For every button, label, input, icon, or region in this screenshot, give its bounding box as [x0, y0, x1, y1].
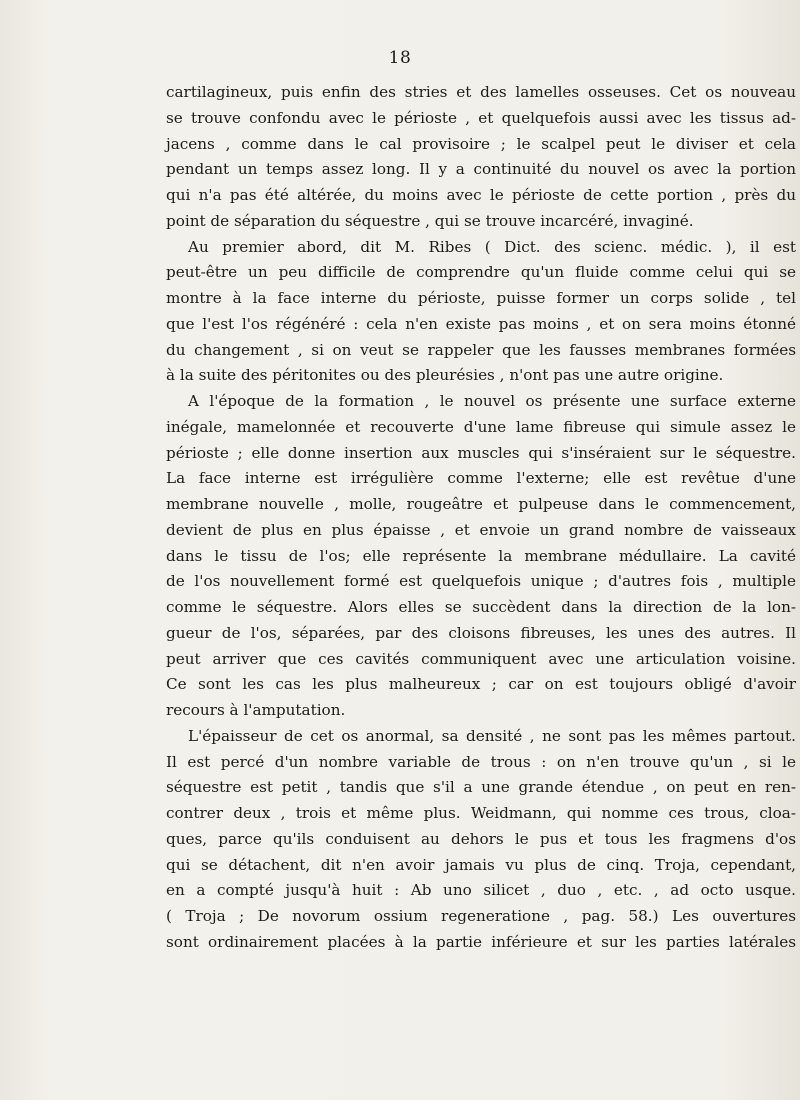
text-line: L'épaisseur de cet os anormal, sa densité , ne sont pas les mêmes partout. — [188, 726, 796, 745]
text-line: point de séparation du séquestre , qui se trouve incarcéré, invaginé. — [166, 211, 694, 230]
text-line: La face interne est irrégulière comme l'externe; elle est revêtue d'une — [166, 469, 796, 488]
text-line: qui n'a pas été altérée, du moins avec le périoste de cette portion , près du — [166, 186, 796, 204]
text-line: gueur de l'os, séparées, par des cloisons fibreuses, les unes des autres. Il — [166, 623, 796, 642]
text-line: qui se détachent, dit n'en avoir jamais vu plus de cinq. Troja, cependant, — [166, 855, 796, 874]
page-number: 18 — [388, 48, 412, 68]
text-line: dans le tissu de l'os; elle représente la membrane médullaire. La cavité — [166, 546, 796, 565]
body-text — [166, 80, 796, 956]
text-line: contrer deux , trois et même plus. Weidmann, qui nomme ces trous, cloa- — [166, 804, 796, 822]
text-line: pendant un temps assez long. Il y a continuité du nouvel os avec la portion — [166, 160, 796, 179]
text-line: que l'est l'os régénéré : cela n'en existe pas moins , et on sera moins étonné — [166, 314, 796, 333]
text-line: se trouve confondu avec le périoste , et quelquefois aussi avec les tissus ad- — [166, 108, 796, 127]
text-line: devient de plus en plus épaisse , et envoie un grand nombre de vaisseaux — [166, 520, 796, 539]
text-line: sont ordinairement placées à la partie inférieure et sur les parties latérales — [166, 932, 796, 951]
text-line: A l'époque de la formation , le nouvel os présente une surface externe — [188, 392, 796, 410]
text-line: du changement , si on veut se rappeler que les fausses membranes formées — [166, 340, 796, 359]
text-line: Il est percé d'un nombre variable de trous : on n'en trouve qu'un , si le — [166, 752, 796, 771]
text-line: jacens , comme dans le cal provisoire ; le scalpel peut le diviser et cela — [166, 134, 796, 153]
text-line: périoste ; elle donne insertion aux muscles qui s'inséraient sur le séquestre. — [166, 443, 796, 462]
text-line: Ce sont les cas les plus malheureux ; car on est toujours obligé d'avoir — [166, 675, 796, 694]
text-line: peut-être un peu difficile de comprendre qu'un fluide comme celui qui se — [166, 263, 796, 282]
text-line: recours à l'amputation. — [166, 701, 346, 719]
text-line: Au premier abord, dit M. Ribes ( Dict. des scienc. médic. ), il est — [188, 237, 796, 256]
text-line: inégale, mamelonnée et recouverte d'une lame fibreuse qui simule assez le — [166, 417, 796, 436]
text-line: comme le séquestre. Alors elles se succèdent dans la direction de la lon- — [166, 598, 796, 616]
text-line: ques, parce qu'ils conduisent au dehors le pus et tous les fragmens d'os — [166, 829, 796, 848]
text-line: de l'os nouvellement formé est quelquefois unique ; d'autres fois , multiple — [166, 572, 796, 591]
text-line: peut arriver que ces cavités communiquent avec une articulation voisine. — [166, 649, 796, 668]
text-line: ( Troja ; De novorum ossium regeneratione , pag. 58.) Les ouvertures — [166, 907, 796, 925]
text-line: à la suite des péritonites ou des pleurésies , n'ont pas une autre origine. — [166, 366, 724, 385]
text-line: séquestre est petit , tandis que s'il a une grande étendue , on peut en ren- — [166, 778, 796, 797]
text-line: membrane nouvelle , molle, rougeâtre et pulpeuse dans le commencement, — [166, 495, 796, 513]
text-line: montre à la face interne du périoste, puisse former un corps solide , tel — [166, 289, 796, 307]
text-line: cartilagineux, puis enfin des stries et des lamelles osseuses. Cet os nouveau — [166, 83, 796, 101]
text-line: en a compté jusqu'à huit : Ab uno silicet , duo , etc. , ad octo usque. — [166, 881, 796, 900]
